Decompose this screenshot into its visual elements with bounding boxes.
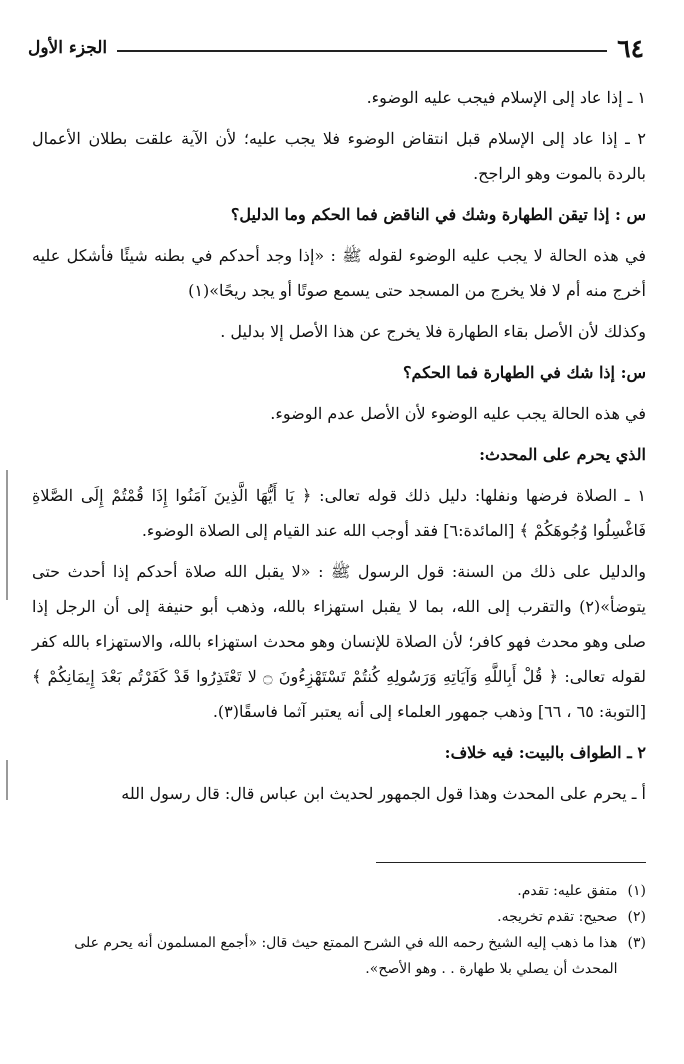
main-text (32, 80, 646, 817)
footnote-number: (٢) (627, 909, 646, 925)
question-2: س: إذا شك في الطهارة فما الحكم؟ (403, 363, 646, 382)
page-header (28, 30, 644, 66)
scan-edge-mark (6, 760, 8, 800)
section-heading: الذي يحرم على المحدث: (479, 445, 646, 464)
header-rule (117, 50, 607, 52)
footnote-number: (١) (627, 883, 646, 899)
paragraph-2: ٢ ـ إذا عاد إلى الإسلام قبل انتقاض الوضوء فلا يجب عليه؛ لأن الآية علقت بطلان الأعمال بالردة بالموت وهو الراجح. (32, 129, 646, 183)
footnote-2 (32, 904, 646, 930)
page-number: ٦٤ (617, 33, 644, 63)
question-1: س : إذا تيقن الطهارة وشك في الناقض فما الحكم وما الدليل؟ (230, 205, 646, 224)
paragraph-sunnah: والدليل على ذلك من السنة: قول الرسول ﷺ : «لا يقبل الله صلاة أحدكم إذا أحدث حتى يتوضأ»(٢) والتقرب إلى الله، بما لا يقبل استهزاء بالله، وذهب أبو حنيفة إلى أن الرجل إذا صلى وهو محدث فهو كافر؛ لأن الصلاة للإنسان وهو محدث استهزاء بالله، والاستهزاء بالله كفر لقوله تعالى: ﴿ قُلْ أَبِاللَّهِ وَآيَاتِهِ وَرَسُولِهِ كُنتُمْ تَسْتَهْزِءُونَ ۝ لا تَعْتَذِرُوا قَدْ كَفَرْتُم بَعْدَ إِيمَانِكُمْ ﴾ [التوبة: ٦٥ ، ٦٦] وذهب جمهور العلماء إلى أنه يعتبر آثما فاسقًا(٣). (32, 562, 646, 721)
footnotes (32, 878, 646, 982)
paragraph-3: وكذلك لأن الأصل بقاء الطهارة فلا يخرج عن هذا الأصل إلا بدليل . (220, 322, 646, 341)
paragraph-4: في هذه الحالة يجب عليه الوضوء لأن الأصل عدم الوضوء. (270, 404, 646, 423)
paragraph-tawaf: أ ـ يحرم على المحدث وهذا قول الجمهور لحديث ابن عباس قال: قال رسول الله (121, 784, 646, 803)
footnote-text: متفق عليه: تقدم. (517, 883, 618, 899)
scan-edge-mark (6, 470, 8, 600)
paragraph-hadith-1: في هذه الحالة لا يجب عليه الوضوء لقوله ﷺ : «إذا وجد أحدكم في بطنه شيئًا فأشكل عليه أخرج منه أم لا فلا يخرج من المسجد حتى يسمع صوتًا أو يجد ريحًا»(١) (32, 246, 646, 300)
footnote-rule (376, 862, 646, 863)
footnote-3 (32, 930, 646, 982)
footnote-text: هذا ما ذهب إليه الشيخ رحمه الله في الشرح الممتع حيث قال: «أجمع المسلمون أنه يحرم على المحدث أن يصلي بلا طهارة . . وهو الأصح». (74, 935, 618, 977)
paragraph-1: ١ ـ إذا عاد إلى الإسلام فيجب عليه الوضوء. (366, 88, 646, 107)
footnote-1 (32, 878, 646, 904)
running-head: الجزء الأول (28, 38, 108, 58)
subheading-tawaf: ٢ ـ الطواف بالبيت: فيه خلاف: (444, 743, 646, 762)
footnote-text: صحيح: تقدم تخريجه. (497, 909, 618, 925)
paragraph-prayer: ١ ـ الصلاة فرضها ونفلها: دليل ذلك قوله تعالى: ﴿ يَا أَيُّهَا الَّذِينَ آمَنُوا إِذَا قُمْتُمْ إِلَى الصَّلاةِ فَاغْسِلُوا وُجُوهَكُمْ ﴾ [المائدة:٦] فقد أوجب الله عند القيام إلى الصلاة الوضوء. (32, 486, 646, 540)
footnote-number: (٣) (627, 935, 646, 951)
